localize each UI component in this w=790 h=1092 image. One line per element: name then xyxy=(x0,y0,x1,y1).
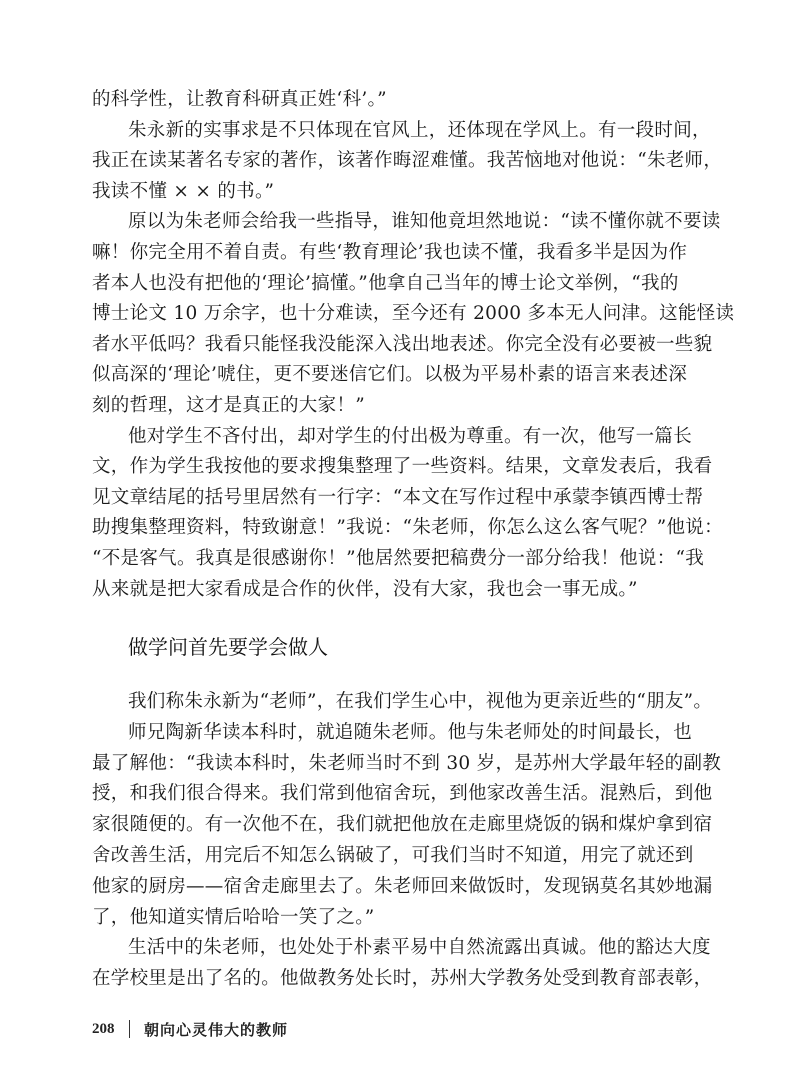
page-number: 208 xyxy=(92,1020,115,1037)
book-title: 朝向心灵伟大的教师 xyxy=(144,1020,289,1039)
text-line: 原以为朱老师会给我一些指导，谁知他竟坦然地说：“读不懂你就不要读 xyxy=(128,211,721,233)
text-line: 者本人也没有把他的‘理论’搞懂。”他拿自己当年的博士论文举例，“我的 xyxy=(92,272,679,294)
text-line: 刻的哲理，这才是真正的大家！” xyxy=(92,395,365,416)
text-line: “不是客气。我真是很感谢你！”他居然要把稿费分一部分给我！他说：“我 xyxy=(92,548,705,569)
text-line: 最了解他：“我读本科时，朱老师当时不到 30 岁，是苏州大学最年轻的副教 xyxy=(92,752,722,774)
text-line: 师兄陶新华读本科时，就追随朱老师。他与朱老师处的时间最长，也 xyxy=(128,721,693,743)
text-line: 似高深的‘理论’唬住，更不要迷信它们。以极为平易朴素的语言来表述深 xyxy=(92,364,688,386)
text-line: 了，他知道实情后哈哈一笑了之。” xyxy=(92,906,375,928)
section-heading: 做学问首先要学会做人 xyxy=(128,635,328,659)
text-line: 我读不懂 × × 的书。” xyxy=(92,180,275,202)
text-line: 者水平低吗？我看只能怪我没能深入浅出地表述。你完全没有必要被一些貌 xyxy=(92,333,713,355)
footer-divider xyxy=(129,1020,131,1038)
text-line: 家很随便的。有一次他不在，我们就把他放在走廊里烧饭的锅和煤炉拿到宿 xyxy=(92,814,713,836)
text-line: 他对学生不吝付出，却对学生的付出极为尊重。有一次，他写一篇长 xyxy=(128,425,693,447)
text-line: 舍改善生活，用完后不知怎么锅破了，可我们当时不知道，用完了就还到 xyxy=(92,845,694,866)
page-footer xyxy=(92,1018,288,1040)
text-line: 我正在读某著名专家的著作，该著作晦涩难懂。我苦恼地对他说：“朱老师， xyxy=(92,150,723,172)
text-line: 见文章结尾的括号里居然有一行字：“本文在写作过程中承蒙李镇西博士帮 xyxy=(92,486,704,508)
text-line: 嘛！你完全用不着自责。有些‘教育理论’我也读不懂，我看多半是因为作 xyxy=(92,242,688,263)
text-line: 生活中的朱老师，也处处于朴素平易中自然流露出真诚。他的豁达大度 xyxy=(128,937,711,959)
text-line: 朱永新的实事求是不只体现在官风上，还体现在学风上。有一段时间， xyxy=(128,119,711,141)
text-line: 从来就是把大家看成是合作的伙伴，没有大家，我也会一事无成。” xyxy=(92,578,638,600)
text-line: 授，和我们很合得来。我们常到他宿舍玩，到他家改善生活。混熟后，到他 xyxy=(92,783,713,805)
text-line: 在学校里是出了名的。他做教务处长时，苏州大学教务处受到教育部表彰， xyxy=(92,968,713,990)
text-line: 我们称朱永新为“老师”，在我们学生心中，视他为更亲近些的“朋友”。 xyxy=(128,691,713,712)
text-line: 博士论文 10 万余字，也十分难读，至今还有 2000 多本无人问津。这能怪读 xyxy=(92,303,735,325)
text-line: 他家的厨房——宿舍走廊里去了。朱老师回来做饭时，发现锅莫名其妙地漏 xyxy=(92,875,713,897)
text-line: 的科学性，让教育科研真正姓‘科’。” xyxy=(92,89,387,110)
text-line: 助搜集整理资料，特致谢意！”我说：“朱老师，你怎么这么客气呢？”他说： xyxy=(92,517,723,539)
text-line: 文，作为学生我按他的要求搜集整理了一些资料。结果，文章发表后，我看 xyxy=(92,456,713,478)
